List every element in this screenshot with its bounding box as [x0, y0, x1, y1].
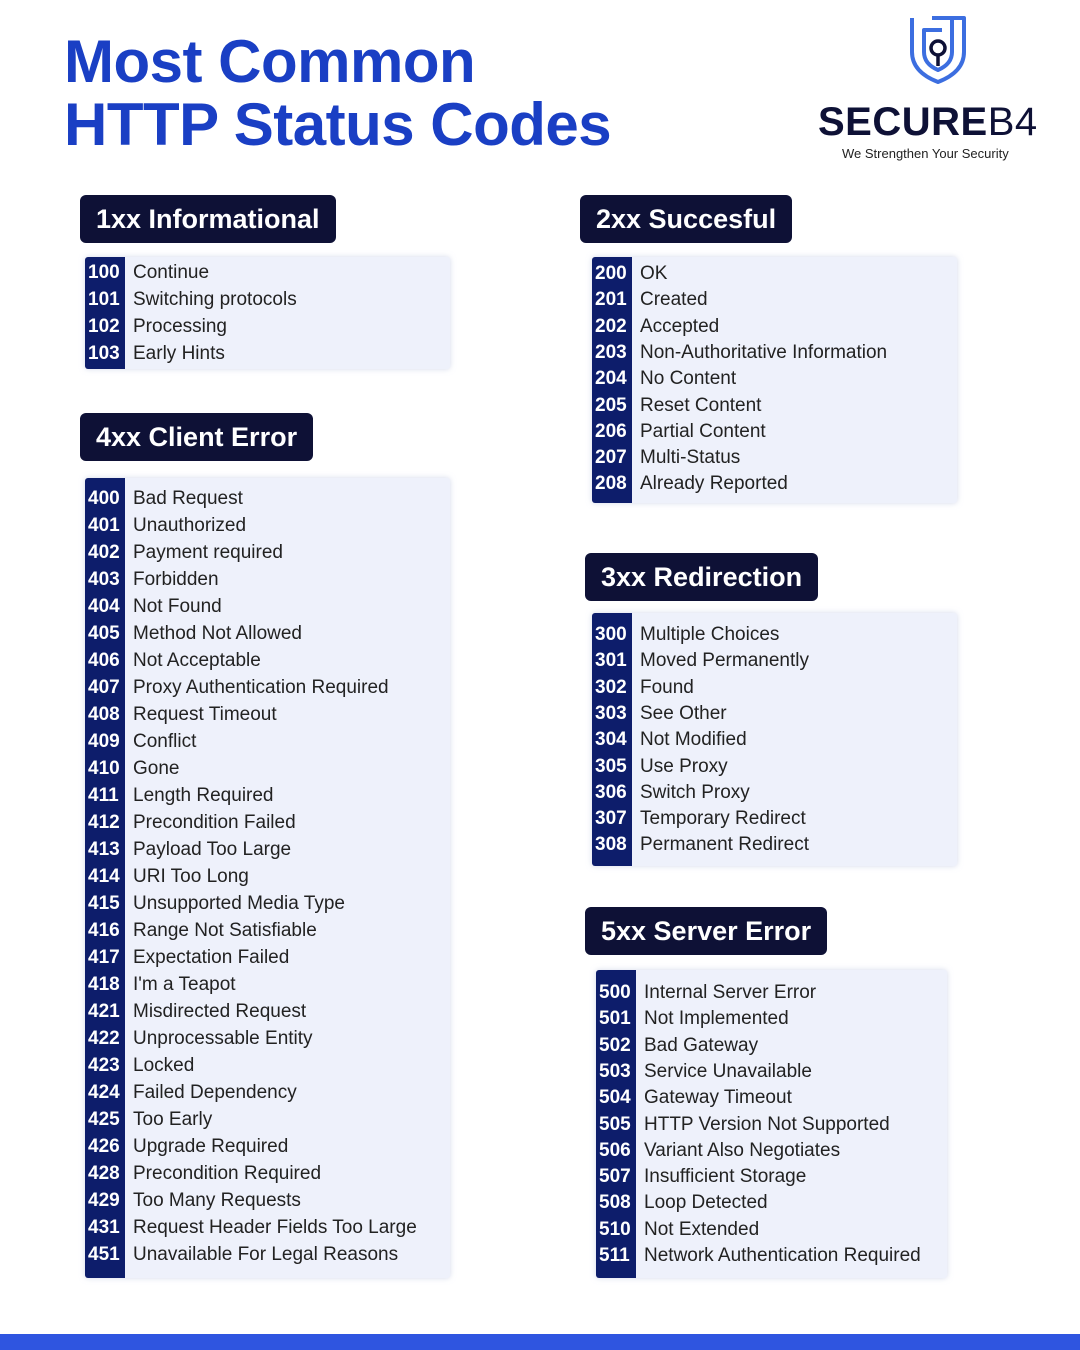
status-row [85, 647, 450, 674]
status-code: 411 [88, 785, 119, 806]
status-row [85, 836, 450, 863]
status-description: Gone [133, 758, 180, 779]
status-row [85, 944, 450, 971]
status-code: 101 [88, 289, 120, 310]
status-description: Unsupported Media Type [133, 893, 345, 914]
status-row [596, 1242, 947, 1269]
status-code: 423 [88, 1055, 120, 1076]
status-row [85, 340, 450, 367]
status-row [85, 890, 450, 917]
status-row [592, 444, 957, 471]
status-code: 406 [88, 650, 120, 671]
status-row [85, 259, 450, 286]
status-description: Bad Request [133, 488, 243, 509]
status-description: Insufficient Storage [644, 1166, 807, 1188]
status-row [85, 620, 450, 647]
status-row [592, 779, 957, 806]
status-description: Precondition Required [133, 1163, 322, 1184]
status-row [596, 1111, 947, 1138]
title-line-2: HTTP Status Codes [64, 91, 612, 158]
status-row [596, 1216, 947, 1243]
status-row [85, 971, 450, 998]
brand-name-main: SECURE [818, 100, 988, 144]
status-code: 402 [88, 542, 120, 563]
status-description: Multiple Choices [640, 624, 780, 645]
status-code: 501 [599, 1008, 631, 1030]
panel-successful [592, 257, 957, 503]
status-row [85, 728, 450, 755]
status-row [85, 1214, 450, 1241]
status-code: 102 [88, 316, 120, 337]
status-code: 417 [88, 947, 120, 968]
status-code: 426 [88, 1136, 120, 1157]
status-row [592, 392, 957, 419]
status-code: 206 [595, 420, 627, 442]
status-code: 424 [88, 1082, 120, 1103]
status-code: 304 [595, 729, 627, 751]
status-description: Not Implemented [644, 1008, 789, 1030]
panel-client-error [85, 478, 450, 1278]
status-row [85, 1160, 450, 1187]
status-code: 414 [88, 866, 120, 887]
status-row [592, 700, 957, 727]
status-code: 415 [88, 893, 120, 914]
status-description: Not Acceptable [133, 650, 261, 671]
status-description: Gateway Timeout [644, 1087, 792, 1109]
status-code: 503 [599, 1060, 631, 1082]
status-row [592, 674, 957, 701]
status-description: I'm a Teapot [133, 974, 236, 995]
status-code: 500 [599, 982, 631, 1003]
status-row [85, 1052, 450, 1079]
status-code: 207 [595, 447, 627, 469]
status-description: Variant Also Negotiates [644, 1139, 841, 1161]
status-description: Found [640, 676, 694, 698]
status-code: 301 [595, 650, 627, 672]
status-code: 305 [595, 755, 627, 777]
status-description: Not Modified [640, 729, 747, 751]
status-code: 302 [595, 676, 627, 698]
status-description: Continue [133, 262, 210, 283]
status-row [85, 566, 450, 593]
status-code: 203 [595, 341, 627, 363]
status-row [596, 1058, 947, 1085]
status-row [592, 365, 957, 392]
status-description: Length Required [133, 785, 274, 806]
status-row [596, 1084, 947, 1111]
status-description: Internal Server Error [644, 982, 817, 1003]
status-row [592, 805, 957, 832]
status-row [85, 593, 450, 620]
status-description: Payment required [133, 542, 283, 563]
status-row [596, 1137, 947, 1164]
status-description: Too Early [133, 1109, 213, 1130]
status-row [592, 418, 957, 445]
status-code: 208 [595, 473, 627, 495]
status-description: Upgrade Required [133, 1136, 289, 1157]
status-row [592, 726, 957, 753]
status-row [596, 1005, 947, 1032]
status-description: Payload Too Large [133, 839, 292, 860]
status-code: 431 [88, 1217, 120, 1238]
status-row [85, 782, 450, 809]
status-description: Use Proxy [640, 755, 728, 777]
status-code: 421 [88, 1001, 120, 1022]
status-code: 504 [599, 1087, 631, 1109]
status-description: Partial Content [640, 420, 766, 442]
shield-lock-icon [908, 16, 968, 86]
status-row [596, 1032, 947, 1059]
status-row [85, 809, 450, 836]
status-description: No Content [640, 368, 737, 390]
status-code: 103 [88, 343, 120, 364]
status-code: 303 [595, 702, 627, 724]
status-row [85, 286, 450, 313]
status-code: 202 [595, 315, 627, 337]
status-row [592, 286, 957, 313]
status-code: 425 [88, 1109, 120, 1130]
status-description: Not Found [133, 596, 222, 617]
status-description: Multi-Status [640, 447, 741, 469]
status-code: 416 [88, 920, 120, 941]
status-code: 429 [88, 1190, 120, 1211]
status-description: Switching protocols [133, 289, 297, 310]
status-row [592, 753, 957, 780]
status-row [85, 485, 450, 512]
status-row [85, 313, 450, 340]
section-label-informational: 1xx Informational [80, 195, 336, 243]
status-row [85, 1079, 450, 1106]
panel-server-error [596, 970, 947, 1278]
status-code: 408 [88, 704, 120, 725]
status-row [85, 701, 450, 728]
status-description: Not Extended [644, 1218, 760, 1240]
status-code: 204 [595, 368, 627, 390]
status-code: 306 [595, 781, 627, 803]
section-label-server-error: 5xx Server Error [585, 907, 827, 955]
status-code: 307 [595, 808, 627, 830]
status-code: 401 [88, 515, 120, 536]
status-description: Created [640, 289, 708, 311]
status-code: 451 [88, 1244, 120, 1265]
status-description: OK [640, 263, 668, 284]
status-code: 412 [88, 812, 120, 833]
status-description: Range Not Satisfiable [133, 920, 317, 941]
status-description: Network Authentication Required [644, 1245, 921, 1266]
status-row [592, 470, 957, 497]
status-description: URI Too Long [133, 866, 249, 887]
section-label-client-error: 4xx Client Error [80, 413, 313, 461]
status-description: Loop Detected [644, 1192, 768, 1214]
status-description: Unprocessable Entity [133, 1028, 313, 1049]
status-code: 510 [599, 1218, 631, 1240]
status-code: 404 [88, 596, 120, 617]
page-title [64, 30, 611, 156]
status-row [592, 339, 957, 366]
status-description: Expectation Failed [133, 947, 290, 968]
status-description: HTTP Version Not Supported [644, 1113, 890, 1135]
status-description: Early Hints [133, 343, 225, 364]
status-code: 418 [88, 974, 120, 995]
status-row [85, 1241, 450, 1268]
status-description: Misdirected Request [133, 1001, 307, 1022]
status-code: 422 [88, 1028, 120, 1049]
status-description: Unavailable For Legal Reasons [133, 1244, 399, 1265]
status-code: 409 [88, 731, 120, 752]
status-code: 507 [599, 1166, 631, 1188]
status-description: Method Not Allowed [133, 623, 302, 644]
status-row [592, 313, 957, 340]
status-code: 410 [88, 758, 120, 779]
status-description: Service Unavailable [644, 1060, 812, 1082]
status-code: 201 [595, 289, 627, 311]
status-description: Non-Authoritative Information [640, 341, 888, 363]
status-code: 505 [599, 1113, 631, 1135]
status-description: See Other [640, 702, 727, 724]
status-description: Unauthorized [133, 515, 247, 536]
status-row [596, 1189, 947, 1216]
status-description: Precondition Failed [133, 812, 296, 833]
status-description: Accepted [640, 315, 720, 337]
status-row [85, 998, 450, 1025]
status-description: Temporary Redirect [640, 808, 806, 830]
status-row [592, 260, 957, 287]
brand-logo [818, 14, 1058, 164]
status-row [85, 1133, 450, 1160]
status-code: 405 [88, 623, 120, 644]
status-row [85, 1187, 450, 1214]
section-label-redirection: 3xx Redirection [585, 553, 818, 601]
status-description: Already Reported [640, 473, 788, 495]
status-row [596, 1163, 947, 1190]
status-code: 308 [595, 834, 627, 856]
status-code: 403 [88, 569, 120, 590]
status-description: Bad Gateway [644, 1034, 759, 1056]
status-code: 205 [595, 394, 627, 416]
status-code: 407 [88, 677, 120, 698]
status-code: 413 [88, 839, 120, 860]
status-code: 502 [599, 1034, 631, 1056]
status-row [85, 917, 450, 944]
status-code: 200 [595, 263, 627, 284]
status-description: Request Header Fields Too Large [133, 1217, 417, 1238]
status-description: Permanent Redirect [640, 834, 809, 856]
status-description: Moved Permanently [640, 650, 809, 672]
status-row [85, 674, 450, 701]
status-description: Proxy Authentication Required [133, 677, 389, 698]
status-description: Forbidden [133, 569, 219, 590]
status-row [85, 755, 450, 782]
status-code: 100 [88, 262, 120, 283]
panel-informational [85, 257, 450, 369]
section-label-successful: 2xx Succesful [580, 195, 792, 243]
status-description: Switch Proxy [640, 781, 750, 803]
status-row [85, 863, 450, 890]
status-code: 300 [595, 624, 627, 645]
status-row [85, 512, 450, 539]
brand-name-suffix: B4 [987, 100, 1038, 144]
status-row [85, 1106, 450, 1133]
status-code: 511 [599, 1245, 630, 1266]
brand-name [818, 100, 1058, 145]
status-row [592, 621, 957, 648]
status-description: Processing [133, 316, 227, 337]
bottom-accent-bar [0, 1334, 1080, 1350]
status-row [592, 647, 957, 674]
status-code: 506 [599, 1139, 631, 1161]
status-description: Too Many Requests [133, 1190, 301, 1211]
status-description: Reset Content [640, 394, 762, 416]
status-code: 508 [599, 1192, 631, 1214]
status-code: 428 [88, 1163, 120, 1184]
status-row [85, 1025, 450, 1052]
status-description: Failed Dependency [133, 1082, 297, 1103]
status-row [85, 539, 450, 566]
status-description: Locked [133, 1055, 195, 1076]
status-row [596, 979, 947, 1006]
status-code: 400 [88, 488, 120, 509]
status-description: Conflict [133, 731, 197, 752]
brand-tagline: We Strengthen Your Security [842, 146, 1009, 161]
title-line-1: Most Common [64, 28, 476, 95]
panel-redirection [592, 613, 957, 866]
status-row [592, 831, 957, 858]
status-description: Request Timeout [133, 704, 277, 725]
